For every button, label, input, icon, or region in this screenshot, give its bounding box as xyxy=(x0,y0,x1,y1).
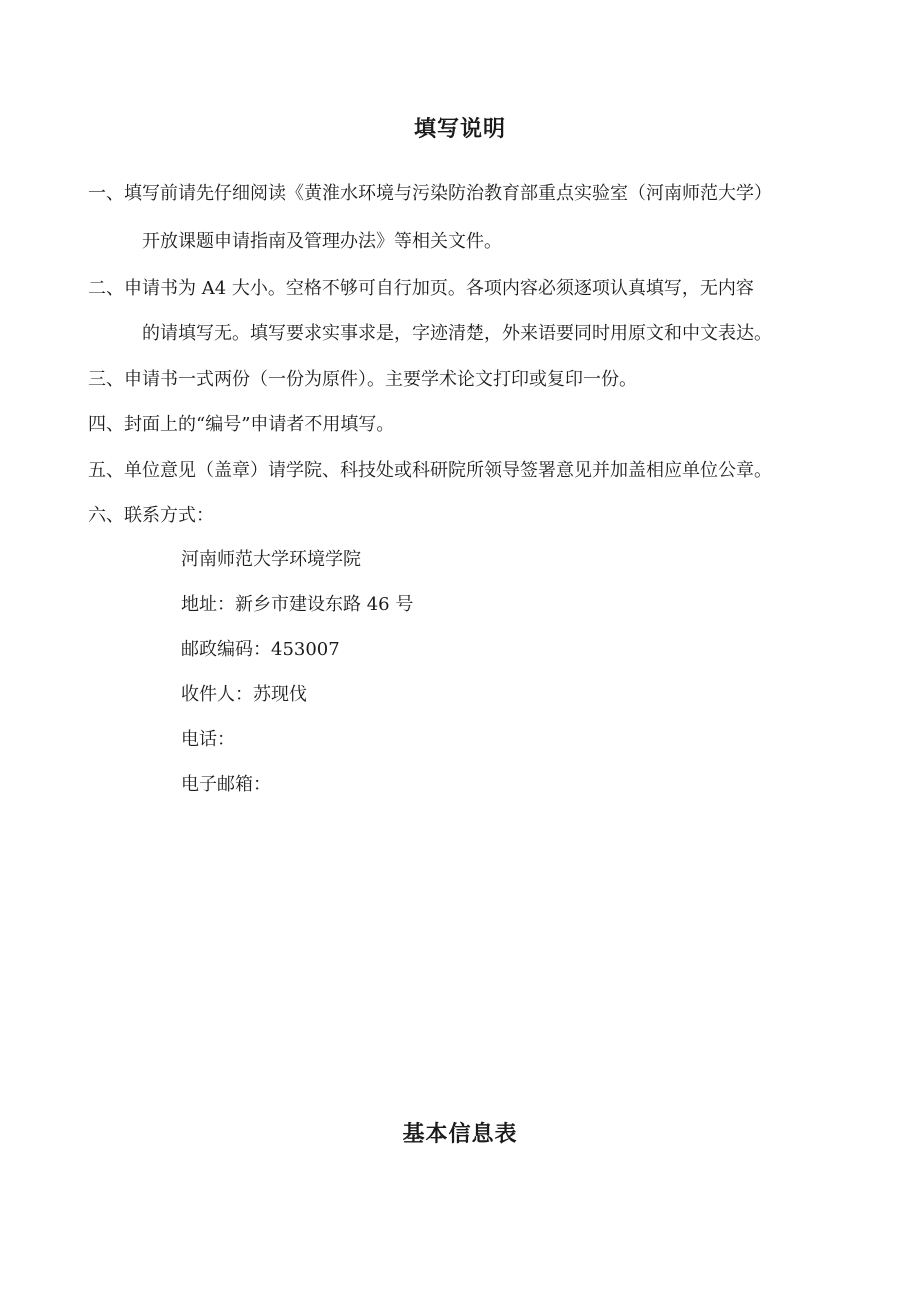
contact-email: 电子邮箱： xyxy=(181,774,271,795)
page-title: 填写说明 xyxy=(413,117,506,142)
instruction-6: 六、联系方式： xyxy=(88,505,214,526)
contact-phone: 电话： xyxy=(181,729,235,750)
instruction-3: 三、申请书一式两份（一份为原件）。主要学术论文打印或复印一份。 xyxy=(88,369,637,390)
instruction-2-line-1: 二、申请书为 A4 大小。空格不够可自行加页。各项内容必须逐项认真填写，无内容 xyxy=(88,278,754,299)
instruction-2-line-2: 的请填写无。填写要求实事求是，字迹清楚，外来语要同时用原文和中文表达。 xyxy=(142,323,772,344)
contact-address: 地址：新乡市建设东路 46 号 xyxy=(181,594,414,615)
contact-postcode: 邮政编码：453007 xyxy=(181,639,340,660)
section-title: 基本信息表 xyxy=(402,1122,518,1147)
instruction-4: 四、封面上的“编号”申请者不用填写。 xyxy=(88,414,395,435)
contact-institution: 河南师范大学环境学院 xyxy=(181,549,361,570)
contact-recipient: 收件人：苏现伐 xyxy=(181,684,307,705)
instruction-5: 五、单位意见（盖章）请学院、科技处或科研院所领导签署意见并加盖相应单位公章。 xyxy=(88,460,772,481)
instruction-1-line-1: 一、填写前请先仔细阅读《黄淮水环境与污染防治教育部重点实验室（河南师范大学） xyxy=(88,183,772,204)
instruction-1-line-2: 开放课题申请指南及管理办法》等相关文件。 xyxy=(142,231,502,252)
